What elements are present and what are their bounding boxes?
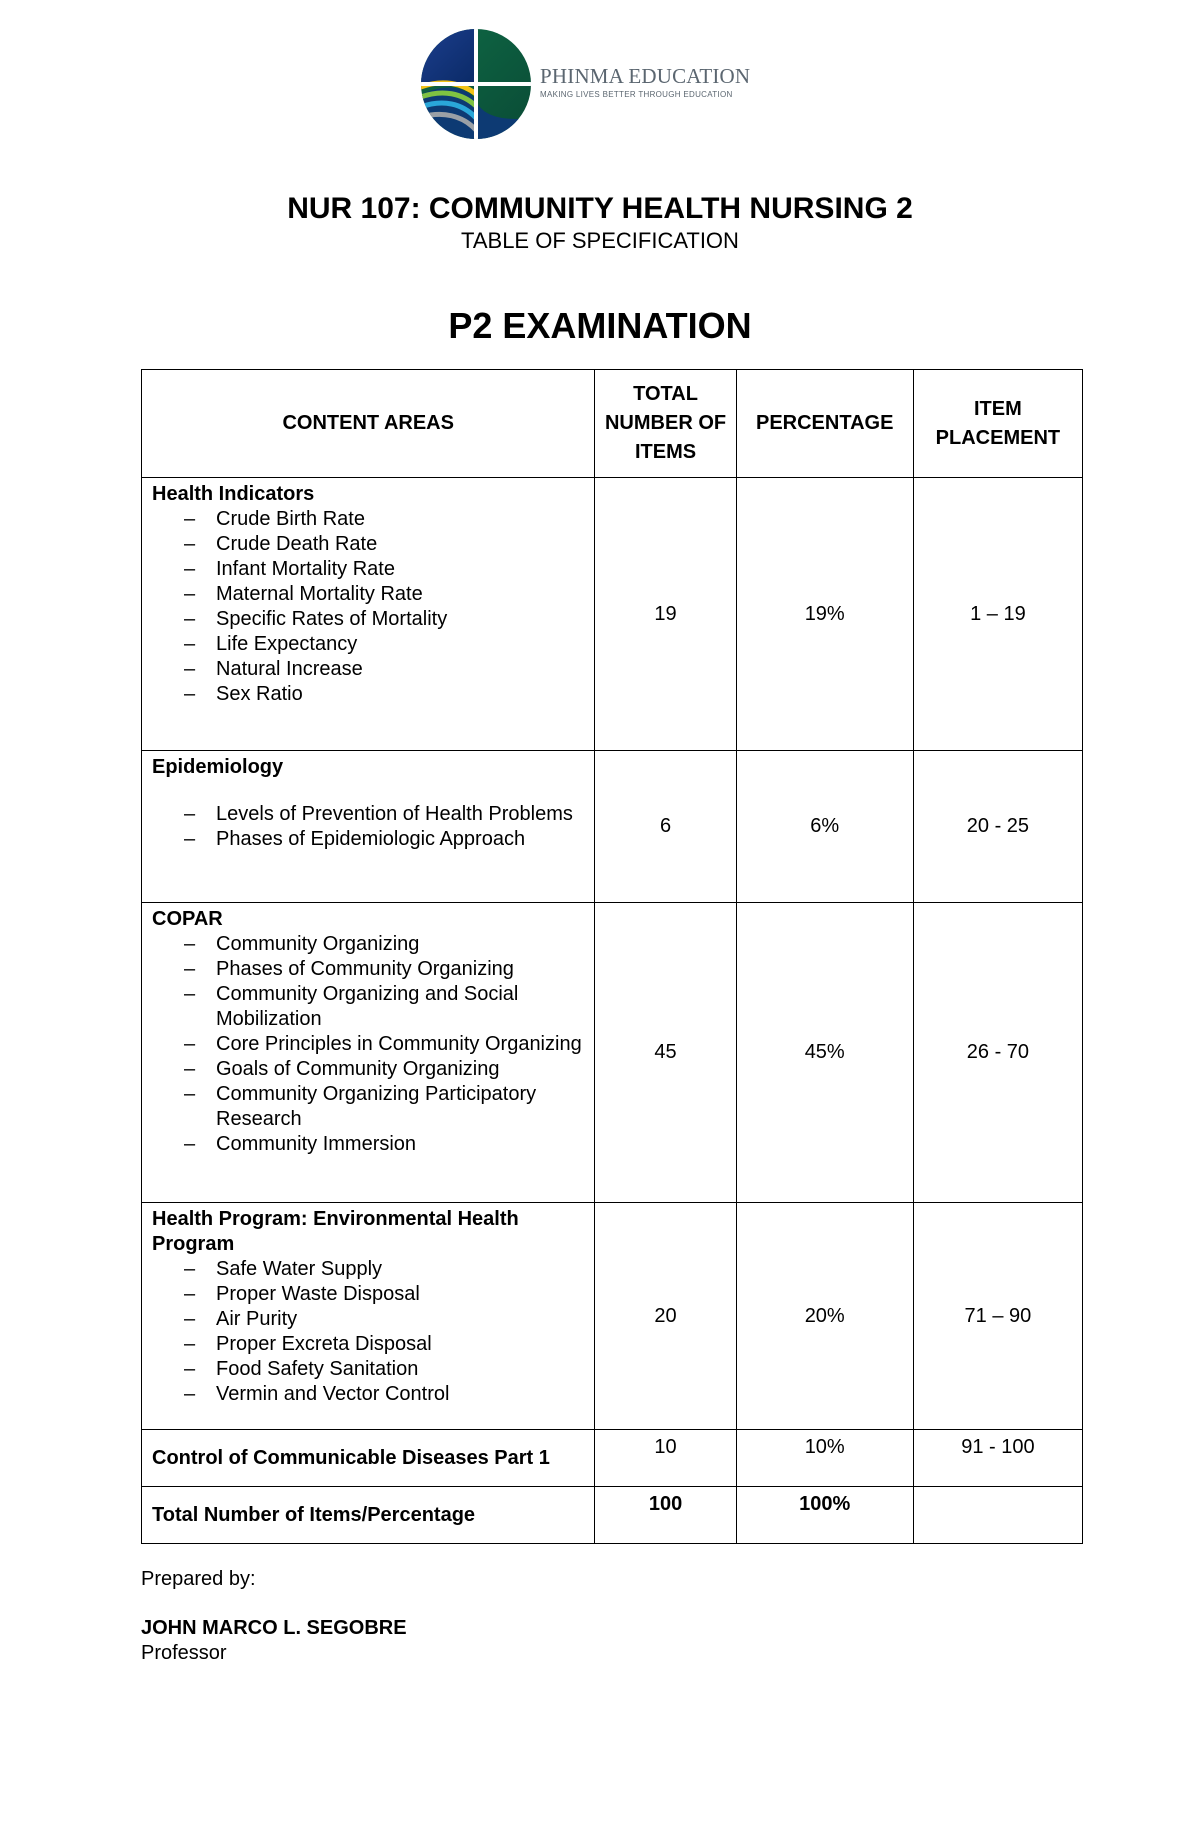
total-placement [913, 1487, 1082, 1544]
list-item: – Proper Waste Disposal [152, 1282, 584, 1307]
document-subtitle: TABLE OF SPECIFICATION [461, 228, 739, 253]
phinma-logo [418, 26, 751, 142]
list-item: – Sex Ratio [152, 682, 584, 707]
topic-list [152, 507, 584, 707]
list-item: – Life Expectancy [152, 632, 584, 657]
list-item: – Crude Death Rate [152, 532, 584, 557]
items-count: 45 [595, 903, 736, 1203]
table-row [142, 1203, 1083, 1430]
topic-list [152, 1257, 584, 1407]
items-count: 19 [595, 478, 736, 751]
percentage-value: 45% [736, 903, 913, 1203]
list-item: – Community Organizing [152, 932, 584, 957]
table-row [142, 1430, 1083, 1487]
items-count: 6 [595, 751, 736, 903]
total-label: Total Number of Items/Percentage [152, 1503, 476, 1526]
total-percentage: 100% [736, 1487, 913, 1544]
content-area-cell [142, 1430, 595, 1487]
specification-table [141, 369, 1083, 1544]
logo-name: PHINMA EDUCATION [540, 64, 751, 88]
item-placement-value: 26 - 70 [913, 903, 1082, 1203]
percentage-value: 6% [736, 751, 913, 903]
header-percentage: PERCENTAGE [736, 370, 913, 478]
item-placement-value: 20 - 25 [913, 751, 1082, 903]
list-item: – Specific Rates of Mortality [152, 607, 584, 632]
list-item: – Phases of Community Organizing [152, 957, 584, 982]
list-item: – Goals of Community Organizing [152, 1057, 584, 1082]
content-area-cell [142, 478, 595, 751]
area-title: Health Indicators [152, 483, 315, 505]
preparer-name: JOHN MARCO L. SEGOBRE [141, 1617, 407, 1639]
table-row [142, 478, 1083, 751]
list-item: – Community Organizing and Social Mobilization [152, 982, 584, 1032]
topic-list [152, 932, 584, 1157]
list-item: – Community Organizing Participatory Research [152, 1082, 584, 1132]
list-item: – Core Principles in Community Organizing [152, 1032, 584, 1057]
list-item: – Natural Increase [152, 657, 584, 682]
course-title: NUR 107: COMMUNITY HEALTH NURSING 2 [287, 192, 913, 225]
phinma-emblem-icon [418, 26, 534, 142]
list-item: – Food Safety Sanitation [152, 1357, 584, 1382]
content-area-cell [142, 1203, 595, 1430]
list-item: – Phases of Epidemiologic Approach [152, 827, 584, 852]
prepared-by-label: Prepared by: [141, 1568, 256, 1590]
table-row [142, 751, 1083, 903]
area-title: COPAR [152, 908, 223, 930]
area-title: Epidemiology [152, 756, 284, 778]
topic-list [152, 802, 584, 852]
area-title: Health Program: Environmental Health Program [152, 1208, 519, 1255]
percentage-value: 20% [736, 1203, 913, 1430]
total-row [142, 1487, 1083, 1544]
items-count: 10 [595, 1430, 736, 1487]
header-content-areas: CONTENT AREAS [142, 370, 595, 478]
list-item: – Vermin and Vector Control [152, 1382, 584, 1407]
header-item-placement: ITEM PLACEMENT [913, 370, 1082, 478]
total-label-cell [142, 1487, 595, 1544]
list-item: – Crude Birth Rate [152, 507, 584, 532]
percentage-value: 10% [736, 1430, 913, 1487]
item-placement-value: 1 – 19 [913, 478, 1082, 751]
logo-tagline: MAKING LIVES BETTER THROUGH EDUCATION [540, 90, 733, 99]
table-row [142, 903, 1083, 1203]
item-placement-value: 91 - 100 [913, 1430, 1082, 1487]
list-item: – Infant Mortality Rate [152, 557, 584, 582]
list-item: – Air Purity [152, 1307, 584, 1332]
list-item: – Maternal Mortality Rate [152, 582, 584, 607]
table-header-row [142, 370, 1083, 478]
preparer-role: Professor [141, 1642, 227, 1664]
list-item: – Levels of Prevention of Health Problems [152, 802, 584, 827]
percentage-value: 19% [736, 478, 913, 751]
list-item: – Proper Excreta Disposal [152, 1332, 584, 1357]
items-count: 20 [595, 1203, 736, 1430]
list-item: – Safe Water Supply [152, 1257, 584, 1282]
total-items: 100 [595, 1487, 736, 1544]
item-placement-value: 71 – 90 [913, 1203, 1082, 1430]
list-item: – Community Immersion [152, 1132, 584, 1157]
exam-title: P2 EXAMINATION [448, 305, 752, 346]
content-area-cell [142, 903, 595, 1203]
content-area-cell [142, 751, 595, 903]
area-title: Control of Communicable Diseases Part 1 [152, 1446, 550, 1469]
header-total-items: TOTAL NUMBER OF ITEMS [595, 370, 736, 478]
